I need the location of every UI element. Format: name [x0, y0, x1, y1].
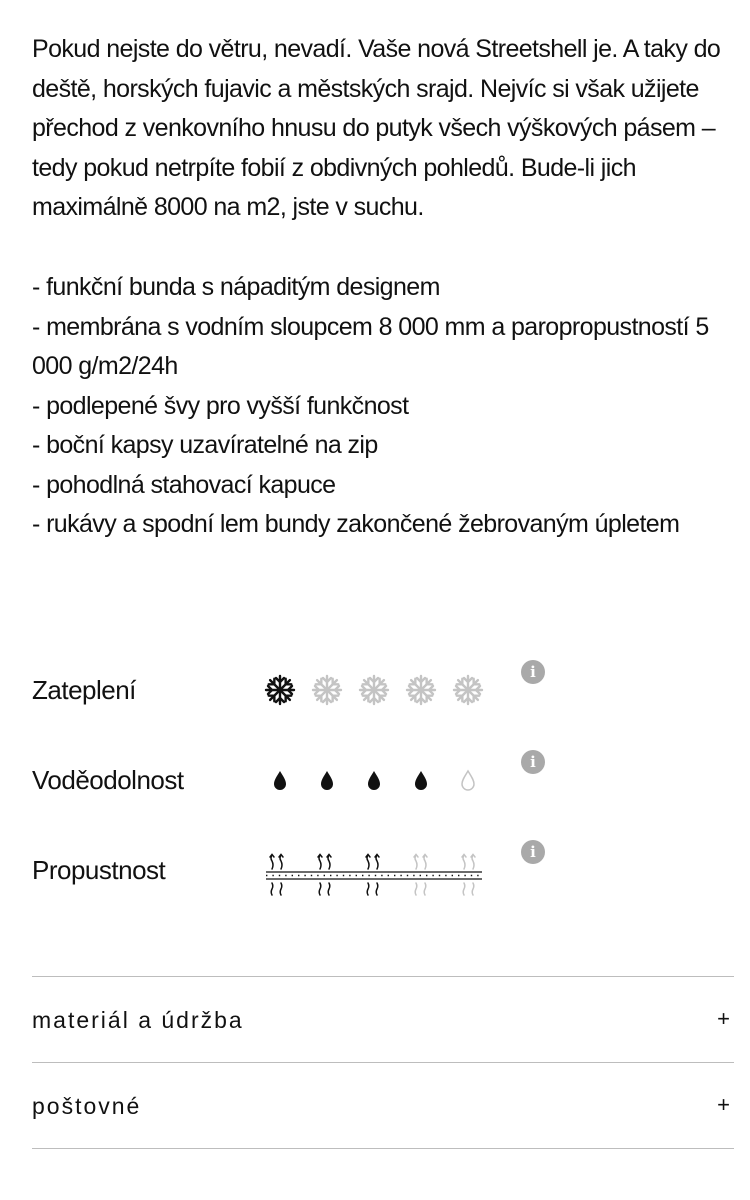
accordion-material-care[interactable]	[32, 977, 734, 1063]
breathability-rating-icons	[266, 852, 486, 896]
breathability-icon	[414, 855, 427, 896]
feature-item: - funkční bunda s nápaditým designem	[32, 273, 440, 301]
feature-item: - rukávy a spodní lem bundy zakončené žebrovaným úpletem	[32, 510, 680, 538]
rating-label-breathability: Propustnost	[32, 855, 166, 885]
rating-waterproof	[32, 740, 722, 830]
plus-icon[interactable]: +	[717, 1092, 730, 1117]
snowflake-icon	[311, 674, 343, 706]
drop-icon	[358, 764, 390, 796]
snowflake-icon	[358, 674, 390, 706]
accordion-title: poštovné	[32, 1093, 142, 1119]
breathability-icon	[366, 855, 379, 896]
info-icon[interactable]: i	[521, 840, 545, 864]
insulation-rating-icons	[264, 670, 484, 710]
drop-icon	[452, 764, 484, 796]
accordion-shipping[interactable]	[32, 1063, 734, 1149]
info-icon[interactable]: i	[521, 660, 545, 684]
breathability-icon	[462, 855, 475, 896]
snowflake-icon	[405, 674, 437, 706]
rating-breathability	[32, 830, 722, 920]
plus-icon[interactable]: +	[717, 1006, 730, 1031]
product-description: Pokud nejste do větru, nevadí. Vaše nová Streetshell je. A taky do deště, horských fujavic a městských srajd. Nejvíc si však užijete přechod z venkovního hnusu do putyk všech výškových pásem – tedy pokud netrpíte fobií z obdivných pohledů. Bude-li jich maximálně 8000 na m2, jste v suchu.	[32, 35, 721, 221]
rating-label-waterproof: Voděodolnost	[32, 765, 184, 795]
rating-label-insulation: Zateplení	[32, 675, 136, 705]
feature-list	[32, 268, 722, 545]
waterproof-rating-icons	[264, 760, 484, 800]
snowflake-icon	[264, 674, 296, 706]
feature-item: - podlepené švy pro vyšší funkčnost	[32, 391, 409, 420]
rating-insulation	[32, 650, 722, 740]
feature-item: - boční kapsy uzavíratelné na zip	[32, 431, 378, 459]
drop-icon	[264, 764, 296, 796]
snowflake-icon	[452, 674, 484, 706]
feature-item: - membrána s vodním sloupcem 8 000 mm a paropropustností 5 000 g/m2/24h	[32, 312, 709, 380]
product-accordion	[32, 976, 734, 1149]
info-icon[interactable]: i	[521, 750, 545, 774]
product-ratings	[32, 650, 722, 920]
breathability-icon	[318, 855, 331, 896]
drop-icon	[311, 764, 343, 796]
breathability-icon	[270, 855, 283, 896]
accordion-title: materiál a údržba	[32, 1007, 244, 1033]
drop-icon	[405, 764, 437, 796]
feature-item: - pohodlná stahovací kapuce	[32, 470, 336, 499]
